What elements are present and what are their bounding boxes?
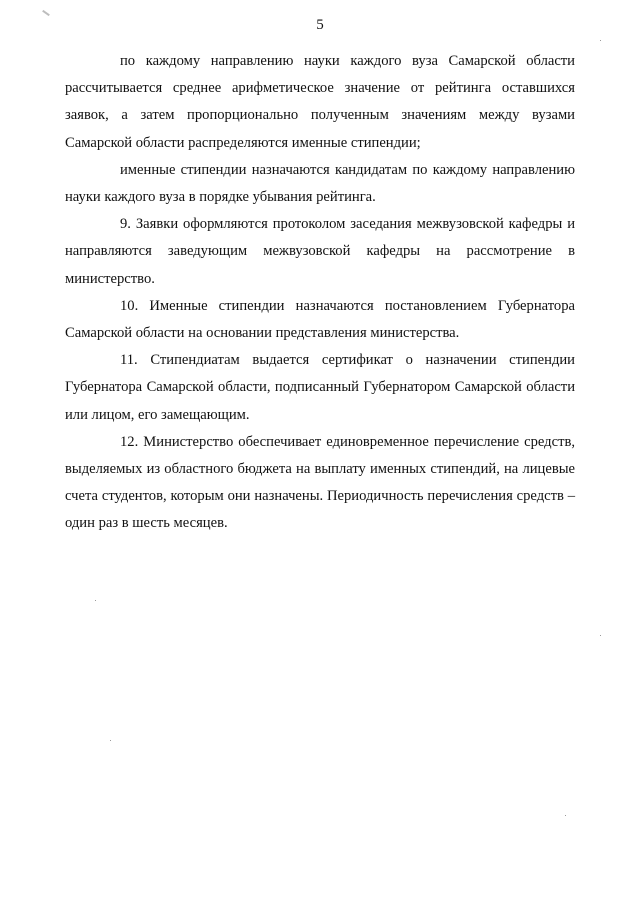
paragraph-item-10: 10. Именные стипендии назначаются постановлением Губернатора Самарской области на основании представления министерства.: [65, 297, 575, 342]
scan-speck: [95, 600, 96, 601]
scan-mark: [42, 10, 50, 16]
page-number: 5: [316, 17, 324, 33]
scan-speck: [600, 40, 601, 41]
paragraph-item-12: 12. Министерство обеспечивает единовременное перечисление средств, выделяемых из областного бюджета на выплату именных стипендий, на лицевые счета студентов, которым они назначены. Периодичность перечисления средств – один раз в шесть месяцев.: [65, 433, 575, 532]
scan-speck: [565, 815, 566, 816]
paragraph-distribution: по каждому направлению науки каждого вуза Самарской области рассчитывается среднее арифметическое значение от рейтинга оставшихся заявок, а затем пропорционально полученным значениям между вузами Самарской области распределяются именные стипендии;: [65, 53, 575, 151]
paragraph-item-11: 11. Стипендиатам выдается сертификат о назначении стипендии Губернатора Самарской области, подписанный Губернатором Самарской области или лицом, его замещающим.: [65, 352, 575, 423]
paragraph-assignment: именные стипендии назначаются кандидатам по каждому направлению науки каждого вуза в порядке убывания рейтинга.: [65, 161, 575, 206]
paragraph-item-9: 9. Заявки оформляются протоколом заседания межвузовской кафедры и направляются заведующим межвузовской кафедры на рассмотрение в министерство.: [65, 216, 575, 287]
scan-speck: [110, 740, 111, 741]
document-body: [65, 48, 575, 538]
scan-speck: [600, 635, 601, 636]
